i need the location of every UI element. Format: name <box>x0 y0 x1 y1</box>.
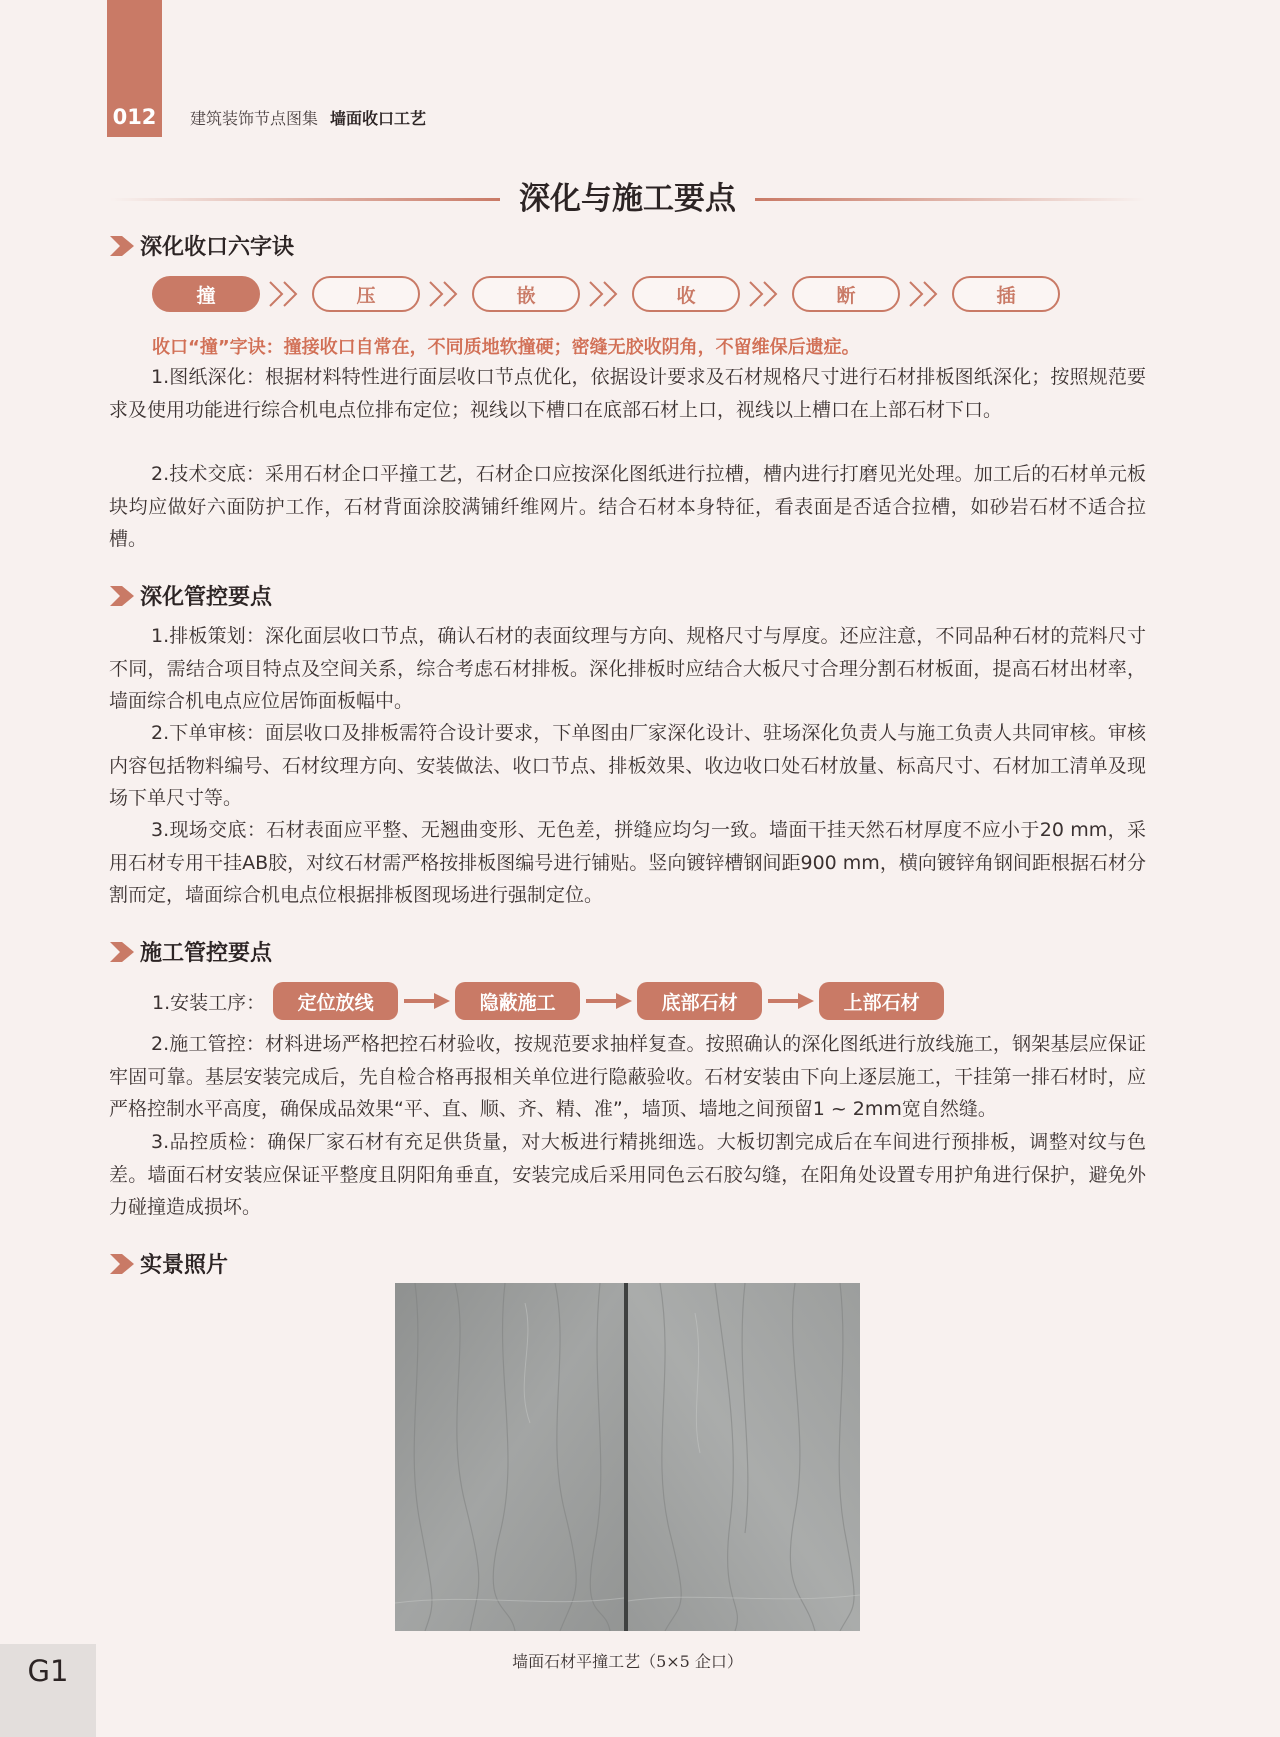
word-pill: 撞 <box>152 276 260 312</box>
word-pill: 插 <box>952 276 1060 312</box>
double-chevron-icon <box>420 276 472 312</box>
chevron-right-icon <box>108 1252 136 1276</box>
word-pill: 收 <box>632 276 740 312</box>
photo-caption: 墙面石材平撞工艺（5×5 企口） <box>512 1652 743 1671</box>
word-pill: 压 <box>312 276 420 312</box>
paragraph: 1.排板策划：深化面层收口节点，确认石材的表面纹理与方向、规格尺寸与厚度。还应注意，不同品种石材的荒料尺寸不同，需结合项目特点及空间关系，综合考虑石材排板。深化排板时应结合大板尺寸合理分割石材板面，提高石材出材率，墙面综合机电点应位居饰面板幅中。 <box>109 625 1146 712</box>
arrow-right-icon <box>398 982 455 1020</box>
section-heading-label: 实景照片 <box>140 1253 229 1278</box>
double-chevron-icon <box>740 276 792 312</box>
page-number-tab <box>107 0 162 137</box>
double-chevron-icon <box>900 276 952 312</box>
double-chevron-icon <box>580 276 632 312</box>
corner-label: G1 <box>27 1654 69 1688</box>
running-header <box>190 106 426 129</box>
flow-step: 底部石材 <box>637 982 762 1020</box>
rule-text: 收口“撞”字诀：撞接收口自常在，不同质地软撞硬；密缝无胶收阴角，不留维保后遗症。 <box>152 337 860 358</box>
chapter-title: 墙面收口工艺 <box>330 109 427 128</box>
stone-wall-photo <box>395 1283 860 1631</box>
book-title: 建筑装饰节点图集 <box>190 109 319 128</box>
section-heading-label: 施工管控要点 <box>140 941 273 966</box>
section-heading-six-words <box>108 230 294 261</box>
paragraph: 2.技术交底：采用石材企口平撞工艺，石材企口应按深化图纸进行拉槽，槽内进行打磨见光处理。加工后的石材单元板块均应做好六面防护工作，石材背面涂胶满铺纤维网片。结合石材本身特征，看表面是否适合拉槽，如砂岩石材不适合拉槽。 <box>109 463 1146 550</box>
paragraph: 2.施工管控：材料进场严格把控石材验收，按规范要求抽样复查。按照确认的深化图纸进行放线施工，钢架基层应保证牢固可靠。基层安装完成后，先自检合格再报相关单位进行隐蔽验收。石材安装由下向上逐层施工，干挂第一排石材时，应严格控制水平高度，确保成品效果“平、直、顺、齐、精、准”，墙顶、墙地之间预留1 ~ 2mm宽自然缝。 <box>109 1033 1146 1120</box>
paragraph: 3.现场交底：石材表面应平整、无翘曲变形、无色差，拼缝应均匀一致。墙面干挂天然石材厚度不应小于20 mm，采用石材专用干挂AB胶，对纹石材需严格按排板图编号进行铺贴。竖向镀锌槽钢间距900 mm，横向镀锌角钢间距根据石材分割而定，墙面综合机电点位根据排板图现场进行强制定位。 <box>109 819 1146 906</box>
section-heading-label: 深化管控要点 <box>140 585 273 610</box>
install-sequence <box>152 982 944 1020</box>
chevron-right-icon <box>108 940 136 964</box>
page-number: 012 <box>112 105 157 129</box>
section-heading-design-control <box>108 580 272 611</box>
page-title: 深化与施工要点 <box>519 181 736 217</box>
flow-step: 定位放线 <box>273 982 398 1020</box>
flow-step: 上部石材 <box>819 982 944 1020</box>
word-pill: 嵌 <box>472 276 580 312</box>
chevron-right-icon <box>108 234 136 258</box>
chevron-right-icon <box>108 584 136 608</box>
arrow-right-icon <box>580 982 637 1020</box>
six-words-flow <box>152 276 1060 312</box>
flow-step: 隐蔽施工 <box>455 982 580 1020</box>
paragraph: 1.图纸深化：根据材料特性进行面层收口节点优化，依据设计要求及石材规格尺寸进行石材排板图纸深化；按照规范要求及使用功能进行综合机电点位排布定位；视线以下槽口在底部石材上口，视线以上槽口在上部石材下口。 <box>109 366 1146 421</box>
word-pill: 断 <box>792 276 900 312</box>
section-heading-construction-control <box>108 936 272 967</box>
paragraph: 3.品控质检：确保厂家石材有充足供货量，对大板进行精挑细选。大板切割完成后在车间进行预排板，调整对纹与色差。墙面石材安装应保证平整度且阴阳角垂直，安装完成后采用同色云石胶勾缝，在阳角处设置专用护角进行保护，避免外力碰撞造成损坏。 <box>109 1131 1146 1218</box>
corner-tab <box>0 1644 96 1737</box>
paragraph: 2.下单审核：面层收口及排板需符合设计要求，下单图由厂家深化设计、驻场深化负责人与施工负责人共同审核。审核内容包括物料编号、石材纹理方向、安装做法、收口节点、排板效果、收边收口处石材放量、标高尺寸、石材加工清单及现场下单尺寸等。 <box>109 722 1146 809</box>
section-heading-photos <box>108 1248 228 1279</box>
section-heading-label: 深化收口六字诀 <box>140 235 295 260</box>
install-sequence-label: 1.安装工序： <box>152 991 266 1014</box>
page-title-block <box>110 176 1145 224</box>
arrow-right-icon <box>762 982 819 1020</box>
double-chevron-icon <box>260 276 312 312</box>
